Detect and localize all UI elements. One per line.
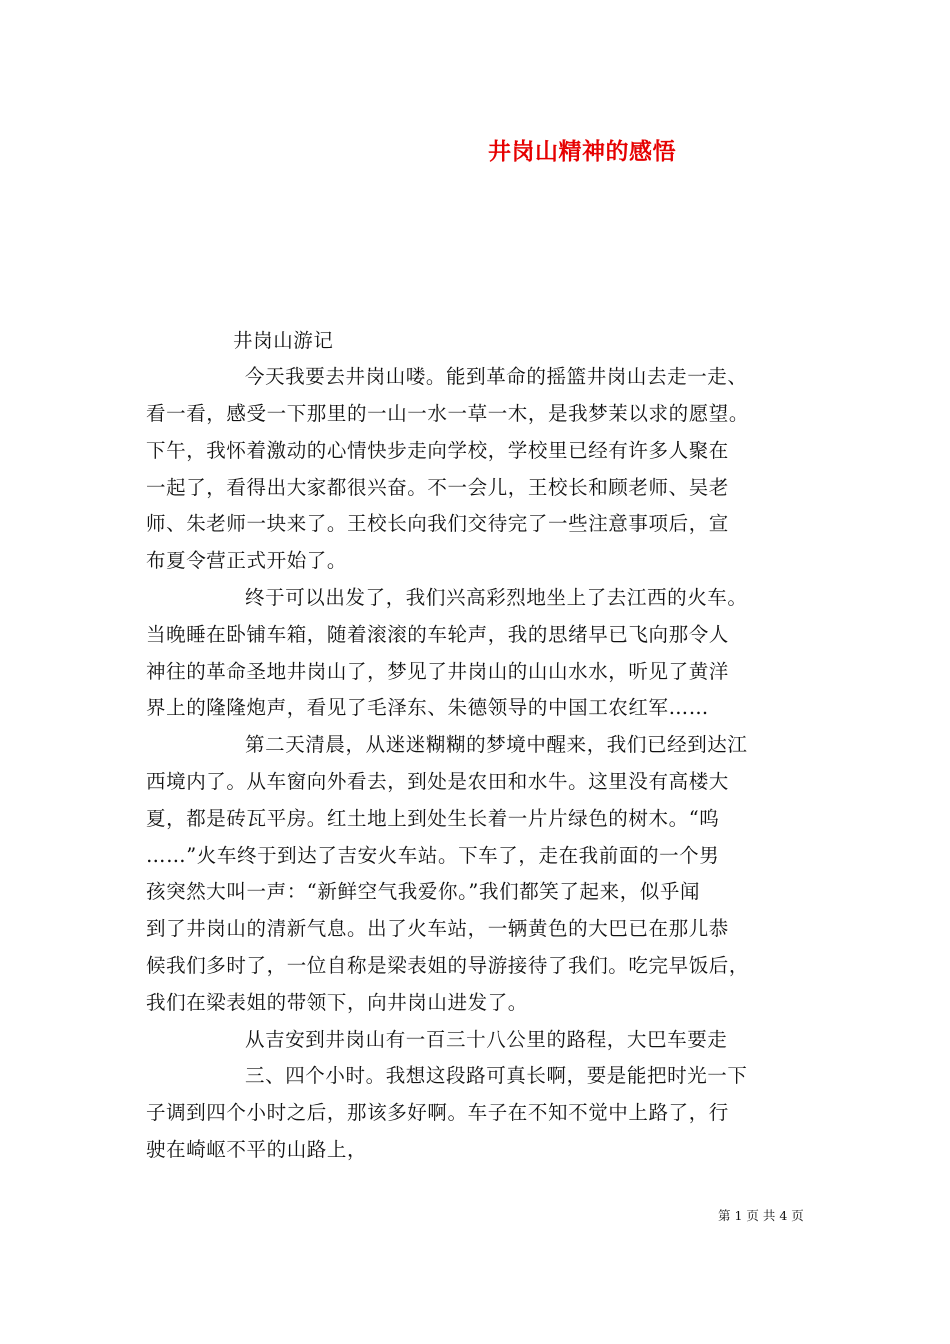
- text-line: 三、四个小时。我想这段路可真长啊，要是能把时光一下: [245, 1064, 748, 1087]
- text-line: 从吉安到井岗山有一百三十八公里的路程，大巴车要走: [245, 1028, 728, 1051]
- text-line: 终于可以出发了，我们兴高彩烈地坐上了去江西的火车。: [245, 586, 748, 609]
- text-line: 当晚睡在卧铺车箱，随着滚滚的车轮声，我的思绪早已飞向那令人: [146, 623, 729, 646]
- text-line: 布夏令营正式开始了。: [146, 549, 348, 572]
- subtitle-line: 井岗山游记: [233, 329, 334, 352]
- page-number: 第 1 页 共 4 页: [718, 1208, 804, 1223]
- text-line: 今天我要去井岗山喽。能到革命的摇篮井岗山去走一走、: [245, 365, 748, 388]
- text-line: 一起了，看得出大家都很兴奋。不一会儿，王校长和顾老师、吴老: [146, 476, 729, 499]
- text-line: 孩突然大叫一声：“新鲜空气我爱你。”我们都笑了起来，似乎闻: [146, 880, 701, 903]
- text-line: 界上的隆隆炮声，看见了毛泽东、朱德领导的中国工农红军……: [146, 696, 709, 719]
- text-line: 下午，我怀着激动的心情快步走向学校，学校里已经有许多人聚在: [146, 439, 729, 462]
- text-line: 第二天清晨，从迷迷糊糊的梦境中醒来，我们已经到达江: [245, 733, 748, 756]
- text-line: 驶在崎岖不平的山路上，: [146, 1138, 368, 1161]
- text-line: 神往的革命圣地井岗山了，梦见了井岗山的山山水水，听见了黄洋: [146, 660, 729, 683]
- text-line: 我们在梁表姐的带领下，向井岗山进发了。: [146, 991, 528, 1014]
- text-line: 师、朱老师一块来了。王校长向我们交待完了一些注意事项后，宣: [146, 512, 729, 535]
- text-line: 夏，都是砖瓦平房。红土地上到处生长着一片片绿色的树木。“呜: [146, 807, 720, 830]
- text-line: 候我们多时了，一位自称是梁表姐的导游接待了我们。吃完早饭后，: [146, 954, 750, 977]
- text-line: 子调到四个小时之后，那该多好啊。车子在不知不觉中上路了，行: [146, 1101, 729, 1124]
- document-title: 井岗山精神的感悟: [488, 138, 676, 165]
- text-line: ……”火车终于到达了吉安火车站。下车了，走在我前面的一个男: [146, 844, 720, 867]
- text-line: 看一看，感受一下那里的一山一水一草一木，是我梦茉以求的愿望。: [146, 402, 750, 425]
- text-line: 西境内了。从车窗向外看去，到处是农田和水牛。这里没有高楼大: [146, 770, 729, 793]
- text-line: 到了井岗山的清新气息。出了火车站，一辆黄色的大巴已在那儿恭: [146, 917, 729, 940]
